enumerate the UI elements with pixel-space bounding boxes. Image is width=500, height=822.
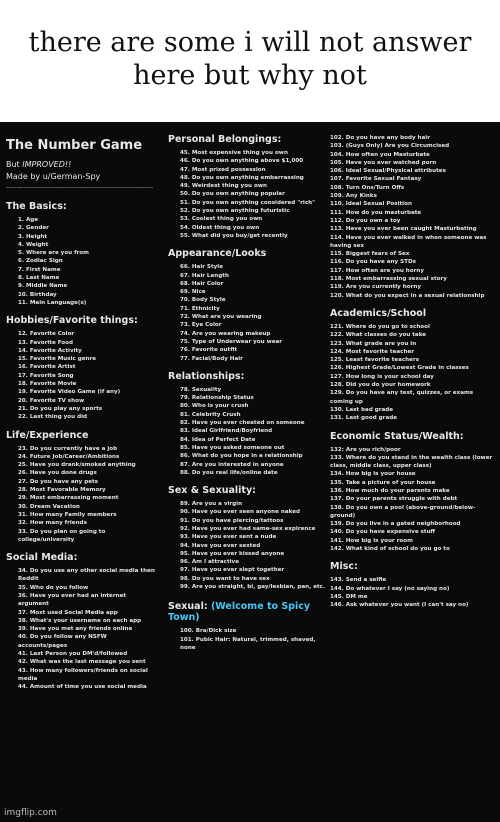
- list-appearance: [168, 263, 328, 363]
- list-item: 128. Did you do your homework: [330, 382, 431, 389]
- column-middle: [168, 134, 328, 652]
- meme-caption: there are some i will not answer here but why not: [28, 27, 472, 91]
- list-economic: [330, 446, 496, 554]
- section-title-hobbies: Hobbies/Favorite things:: [6, 315, 138, 327]
- list-item: 23. Do you currently have a job: [18, 445, 118, 452]
- list-item: 91. Do you have piercing/tattoos: [180, 517, 284, 524]
- list-item: 131. Last good grade: [330, 415, 398, 422]
- list-item: 120. What do you expect in a sexual relationship: [330, 292, 485, 299]
- list-item: 122. What classes do you take: [330, 332, 427, 339]
- list-item: 143. Send a selfie: [330, 577, 387, 584]
- list-item: 99. Are you straight, bi, gay/lesbian, pan, etc.: [180, 584, 326, 591]
- list-item: 80. Who is your crush: [180, 403, 249, 410]
- list-item: 125. Least favorite teachers: [330, 357, 420, 364]
- list-item: 105. Have you ever watched porn: [330, 159, 437, 166]
- list-item: 85. Have you asked someone out: [180, 444, 285, 451]
- list-item: 130. Last bad grade: [330, 406, 394, 413]
- list-item: 54. Oldest thing you own: [180, 224, 260, 231]
- list-item: 53. Coolest thing you own: [180, 216, 263, 223]
- list-item: 98. Do you want to have sex: [180, 575, 270, 582]
- list-item: 90. Have you ever seen anyone naked: [180, 509, 301, 516]
- list-item: 52. Do you own anything futuristic: [180, 208, 290, 215]
- list-item: 92. Have you ever had same-sex expirence: [180, 525, 316, 532]
- list-item: 93. Have you ever sent a nude: [180, 534, 277, 541]
- list-sexual-continued: [330, 134, 496, 300]
- list-item: 40. Do you follow any NSFW accounts/pages: [18, 634, 107, 649]
- list-item: 144. Do whatever I say (no saying no): [330, 585, 450, 592]
- section-title-basics: The Basics:: [6, 201, 67, 212]
- list-item: 101. Pubic Hair: Natural, trimmed, shaved, none: [180, 636, 316, 651]
- list-item: 41. Last Person you DM'd/followed: [18, 651, 128, 658]
- list-item: 114. Have you ever walked in when someone was having sex: [330, 234, 487, 249]
- list-item: 142. What kind of school do you go to: [330, 546, 450, 553]
- list-item: 127. How long is your school day: [330, 373, 434, 380]
- list-item: 115. Biggest fears of Sex: [330, 251, 410, 258]
- list-item: 55. What did you buy/get recently: [180, 232, 288, 239]
- list-item: 79. Relationship Status: [180, 395, 254, 402]
- list-item: 2. Gender: [18, 225, 49, 232]
- list-item: 8. Last Name: [18, 275, 60, 282]
- list-item: 88. Do you real life/online date: [180, 469, 278, 476]
- list-item: 1. Age: [18, 217, 39, 223]
- list-item: 9. Middle Name: [18, 283, 68, 290]
- list-item: 145. DM me: [330, 593, 368, 600]
- list-item: 19. Favorite Video Game (if any): [18, 389, 121, 396]
- list-item: 4. Weight: [18, 241, 49, 248]
- list-item: 87. Are you interested in anyone: [180, 461, 284, 468]
- meme-caption-area: [0, 0, 500, 122]
- list-item: 71. Ethnicity: [180, 305, 220, 312]
- list-item: 78. Sexuality: [180, 386, 222, 393]
- section-title-sexual: Sexual: (Welcome to Spicy Town): [168, 601, 311, 624]
- list-item: 77. Facial/Body Hair: [180, 355, 243, 362]
- list-item: 123. What grade are you in: [330, 340, 417, 347]
- list-item: 17. Favorite Song: [18, 372, 74, 379]
- list-item: 110. Ideal Sexual Position: [330, 201, 412, 208]
- list-item: 43. How many followers/friends on social media: [18, 667, 148, 682]
- list-item: 72. What are you wearing: [180, 314, 262, 321]
- list-item: 33. Do you plan on going to college/university: [18, 528, 106, 543]
- list-item: 45. Most expensive thing you own: [180, 150, 288, 156]
- list-life: [6, 445, 156, 545]
- list-item: 102. Do you have any body hair: [330, 135, 430, 141]
- list-item: 47. Most prized possession: [180, 166, 266, 173]
- list-item: 75. Type of Underwear you wear: [180, 338, 283, 345]
- list-item: 140. Do you have expensive stuff: [330, 529, 436, 536]
- list-item: 111. How do you masturbate: [330, 209, 422, 216]
- list-item: 27. Do you have any pets: [18, 478, 99, 485]
- list-item: 51. Do you own anything considered "rich": [180, 199, 316, 206]
- list-item: 38. What's your username on each app: [18, 617, 142, 624]
- section-title-economic: Economic Status/Wealth:: [330, 430, 464, 442]
- list-item: 118. Most embarrassing sexual story: [330, 276, 447, 283]
- list-item: 22. Last thing you did: [18, 414, 87, 421]
- list-item: 50. Do you own anything popular: [180, 191, 285, 198]
- list-item: 46. Do you own anything above $1,000: [180, 158, 304, 165]
- list-item: 14. Favorite Activity: [18, 347, 82, 354]
- list-item: 106. Ideal Sexual/Physical attributes: [330, 168, 446, 175]
- list-item: 34. Do you use any other social media then Reddit: [18, 568, 155, 583]
- list-item: 146. Ask whatever you want (I can't say no): [330, 602, 469, 609]
- spicy-town-highlight: (Welcome to Spicy Town): [168, 601, 311, 624]
- list-item: 108. Turn Ons/Turn Offs: [330, 184, 405, 191]
- list-item: 49. Weirdest thing you own: [180, 183, 267, 190]
- list-item: 136. How much do your parents make: [330, 487, 450, 494]
- list-item: 32. How many friends: [18, 520, 87, 527]
- list-item: 94. Have you ever sexted: [180, 542, 261, 549]
- list-item: 117. How often are you horny: [330, 267, 424, 274]
- list-hobbies: [6, 330, 156, 421]
- list-item: 132: Are you rich/poor: [330, 446, 401, 453]
- list-item: 121. Where do you go to school: [330, 323, 430, 330]
- list-item: 73. Eye Color: [180, 322, 222, 329]
- section-title-appearance: Appearance/Looks: [168, 248, 267, 260]
- list-item: 29. Most embarrassing moment: [18, 495, 119, 502]
- list-item: 97. Have you ever slept together: [180, 567, 285, 574]
- list-item: 137. Do your parents struggle with debt: [330, 496, 458, 503]
- list-item: 116. Do you have any STDs: [330, 259, 416, 266]
- list-item: 96. Am I attractive: [180, 559, 239, 566]
- list-item: 100. Bra/Dick size: [180, 628, 237, 635]
- list-item: 69. Nice: [180, 289, 206, 296]
- section-title-misc: Misc:: [330, 561, 358, 573]
- list-item: 37. Most used Social Media app: [18, 609, 118, 616]
- list-item: 83. Ideal Girlfriend/Boyfriend: [180, 428, 273, 435]
- list-item: 86. What do you hope in a relationship: [180, 453, 303, 460]
- list-item: 10. Birthday: [18, 291, 57, 298]
- list-item: 28. Most Favorable Memory: [18, 487, 106, 494]
- section-title-personal: Personal Belongings:: [168, 134, 282, 145]
- list-item: 95. Have you ever kissed anyone: [180, 550, 285, 557]
- imgflip-watermark: imgflip.com: [4, 808, 57, 818]
- list-item: 119. Are you currently horny: [330, 284, 421, 291]
- list-item: 126. Highest Grade/Lowest Grade in classes: [330, 365, 469, 372]
- list-item: 36. Have you ever had an internet argument: [18, 592, 127, 608]
- number-game-board: [0, 122, 500, 822]
- list-item: 21. Do you play any sports: [18, 405, 103, 412]
- list-item: 133. Where do you stand in the wealth class (lower class, middle class, upper class): [330, 454, 493, 470]
- list-item: 44. Amount of time you use social media: [18, 684, 147, 691]
- list-item: 129. Do you have any test, quizzes, or exams coming up: [330, 390, 474, 405]
- list-item: 138. Do you own a pool (above-ground/below-ground): [330, 504, 476, 519]
- list-item: 113. Have you ever been caught Masturbating: [330, 226, 477, 233]
- list-item: 16. Favorite Artist: [18, 364, 76, 371]
- list-item: 39. Have you met any friends online: [18, 626, 133, 633]
- list-item: 18. Favorite Movie: [18, 381, 77, 388]
- list-misc: [330, 576, 496, 609]
- section-title-life: Life/Experience: [6, 429, 89, 441]
- game-author: Made by u/German-Spy: [6, 172, 101, 181]
- list-item: 3. Height: [18, 233, 48, 240]
- list-item: 31. How many Family members: [18, 511, 117, 518]
- list-item: 35. Who do you follow: [18, 584, 89, 591]
- section-title-relationships: Relationships:: [168, 370, 245, 382]
- list-item: 67. Hair Length: [180, 272, 229, 279]
- column-right: [330, 134, 496, 610]
- column-left: [6, 138, 156, 692]
- game-title: The Number Game: [6, 138, 143, 153]
- list-item: 66. Hair Style: [180, 264, 223, 271]
- list-item: 15. Favorite Music genre: [18, 356, 97, 363]
- list-item: 42. What was the last message you sent: [18, 659, 146, 666]
- list-social: [6, 567, 156, 691]
- section-title-academics: Academics/School: [330, 307, 427, 319]
- list-item: 141. How big is your room: [330, 537, 413, 544]
- list-item: 20. Favorite TV show: [18, 397, 85, 404]
- list-basics: [6, 216, 156, 307]
- list-item: 124. Most favorite teacher: [330, 348, 414, 355]
- list-personal: [168, 149, 328, 240]
- list-item: 30. Dream Vacation: [18, 503, 80, 510]
- list-item: 24. Future Job/Career/Ambitions: [18, 453, 120, 460]
- list-item: 112. Do you own a toy: [330, 217, 401, 224]
- list-item: 82. Have you ever cheated on someone: [180, 420, 305, 427]
- list-item: 84. Idea of Perfect Date: [180, 436, 256, 443]
- list-academics: [330, 323, 496, 423]
- list-sexual: [168, 627, 328, 652]
- list-item: 13. Favorite Food: [18, 339, 73, 346]
- list-item: 107. Favorite Sexual Fantasy: [330, 176, 422, 183]
- list-item: 103. (Guys Only) Are you Circumcised: [330, 143, 450, 150]
- list-item: 6. Zodiac Sign: [18, 258, 63, 265]
- list-item: 11. Main Language(s): [18, 299, 87, 306]
- list-item: 25. Have you drank/smoked anything: [18, 462, 136, 469]
- list-item: 109. Any Kinks: [330, 193, 377, 200]
- list-item: 26. Have you done drugs: [18, 470, 97, 477]
- list-item: 89. Are you a virgin: [180, 501, 243, 508]
- list-relationships: [168, 386, 328, 477]
- list-item: 104. How often you Masturbate: [330, 151, 430, 158]
- list-item: 68. Hair Color: [180, 280, 224, 287]
- list-sex: [168, 500, 328, 591]
- list-item: 12. Favorite Color: [18, 331, 75, 338]
- list-item: 48. Do you own anything embarrassing: [180, 174, 304, 181]
- section-title-sex: Sex & Sexuality:: [168, 485, 256, 497]
- list-item: 5. Where are you from: [18, 250, 89, 257]
- game-subtitle: But IMPROVED!!: [6, 160, 72, 169]
- list-item: 135. Take a picture of your house: [330, 479, 436, 486]
- list-item: 139. Do you live in a gated neighborhood: [330, 521, 461, 528]
- list-item: 7. First Name: [18, 266, 61, 273]
- list-item: 74. Are you wearing makeup: [180, 330, 271, 337]
- list-item: 76. Favorite outfit: [180, 347, 238, 354]
- list-item: 134. How big is your house: [330, 471, 416, 478]
- divider: --------------------------------------------------------------------: [6, 184, 154, 191]
- list-item: 81. Celebrity Crush: [180, 411, 241, 418]
- section-title-social: Social Media:: [6, 552, 78, 564]
- list-item: 70. Body Style: [180, 297, 226, 304]
